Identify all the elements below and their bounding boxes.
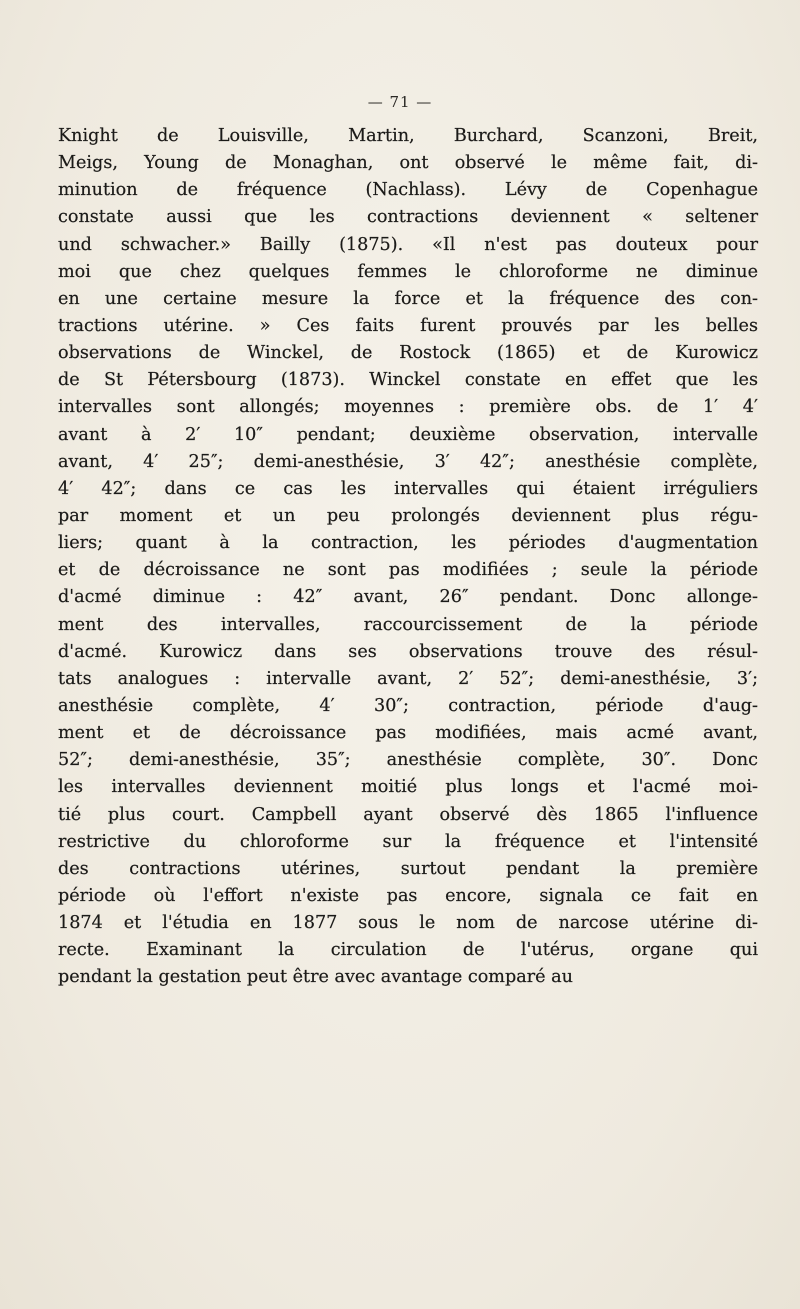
text-line: avant à 2′ 10″ pendant; deuxième observation, intervalle — [58, 424, 758, 445]
text-line: minution de fréquence (Nachlass). Lévy de Copenhague — [58, 180, 758, 201]
page-number: — 71 — — [367, 93, 433, 111]
body-paragraph — [58, 123, 758, 992]
text-line: période où l'effort n'existe pas encore, signala ce fait en — [58, 885, 758, 906]
text-line: anesthésie complète, 4′ 30″; contraction, période d'aug- — [58, 695, 758, 716]
text-line: ment et de décroissance pas modifiées, mais acmé avant, — [58, 723, 758, 744]
text-line: ment des intervalles, raccourcissement de la période — [58, 614, 758, 635]
text-line: en une certaine mesure la force et la fréquence des con- — [58, 288, 758, 309]
text-line: Meigs, Young de Monaghan, ont observé le même fait, di- — [58, 153, 758, 174]
text-line: d'acmé diminue : 42″ avant, 26″ pendant. Donc allonge- — [58, 587, 758, 608]
text-line: 1874 et l'étudia en 1877 sous le nom de narcose utérine di- — [58, 913, 758, 934]
text-line: 4′ 42″; dans ce cas les intervalles qui étaient irréguliers — [58, 478, 758, 499]
text-line: des contractions utérines, surtout pendant la première — [58, 858, 758, 879]
text-line: moi que chez quelques femmes le chloroforme ne diminue — [58, 261, 758, 282]
text-line: d'acmé. Kurowicz dans ses observations trouve des résul- — [58, 641, 758, 662]
text-line: tats analogues : intervalle avant, 2′ 52″; demi-anesthésie, 3′; — [58, 668, 758, 689]
text-line: tractions utérine. » Ces faits furent prouvés par les belles — [58, 315, 758, 336]
text-line: Knight de Louisville, Martin, Burchard, Scanzoni, Breit, — [58, 126, 758, 146]
text-line: pendant la gestation peut être avec avantage comparé au — [58, 967, 573, 988]
text-line: 52″; demi-anesthésie, 35″; anesthésie complète, 30″. Donc — [58, 750, 758, 771]
text-line: par moment et un peu prolongés deviennent plus régu- — [58, 505, 758, 526]
text-line: intervalles sont allongés; moyennes : première obs. de 1′ 4′ — [58, 397, 758, 418]
text-line: de St Pétersbourg (1873). Winckel constate en effet que les — [58, 370, 758, 391]
text-line: les intervalles deviennent moitié plus longs et l'acmé moi- — [58, 777, 758, 798]
text-line: restrictive du chloroforme sur la fréquence et l'intensité — [58, 831, 758, 852]
text-line: tié plus court. Campbell ayant observé dès 1865 l'influence — [58, 804, 758, 825]
text-line: avant, 4′ 25″; demi-anesthésie, 3′ 42″; anesthésie complète, — [58, 451, 758, 472]
text-line: liers; quant à la contraction, les périodes d'augmentation — [58, 533, 758, 554]
text-line: et de décroissance ne sont pas modifiées ; seule la période — [58, 560, 758, 581]
text-line: und schwacher.» Bailly (1875). «Il n'est pas douteux pour — [58, 234, 758, 255]
text-line: constate aussi que les contractions deviennent « seltener — [58, 207, 758, 228]
text-line: observations de Winckel, de Rostock (1865) et de Kurowicz — [58, 343, 758, 364]
text-line: recte. Examinant la circulation de l'utérus, organe qui — [58, 940, 758, 961]
